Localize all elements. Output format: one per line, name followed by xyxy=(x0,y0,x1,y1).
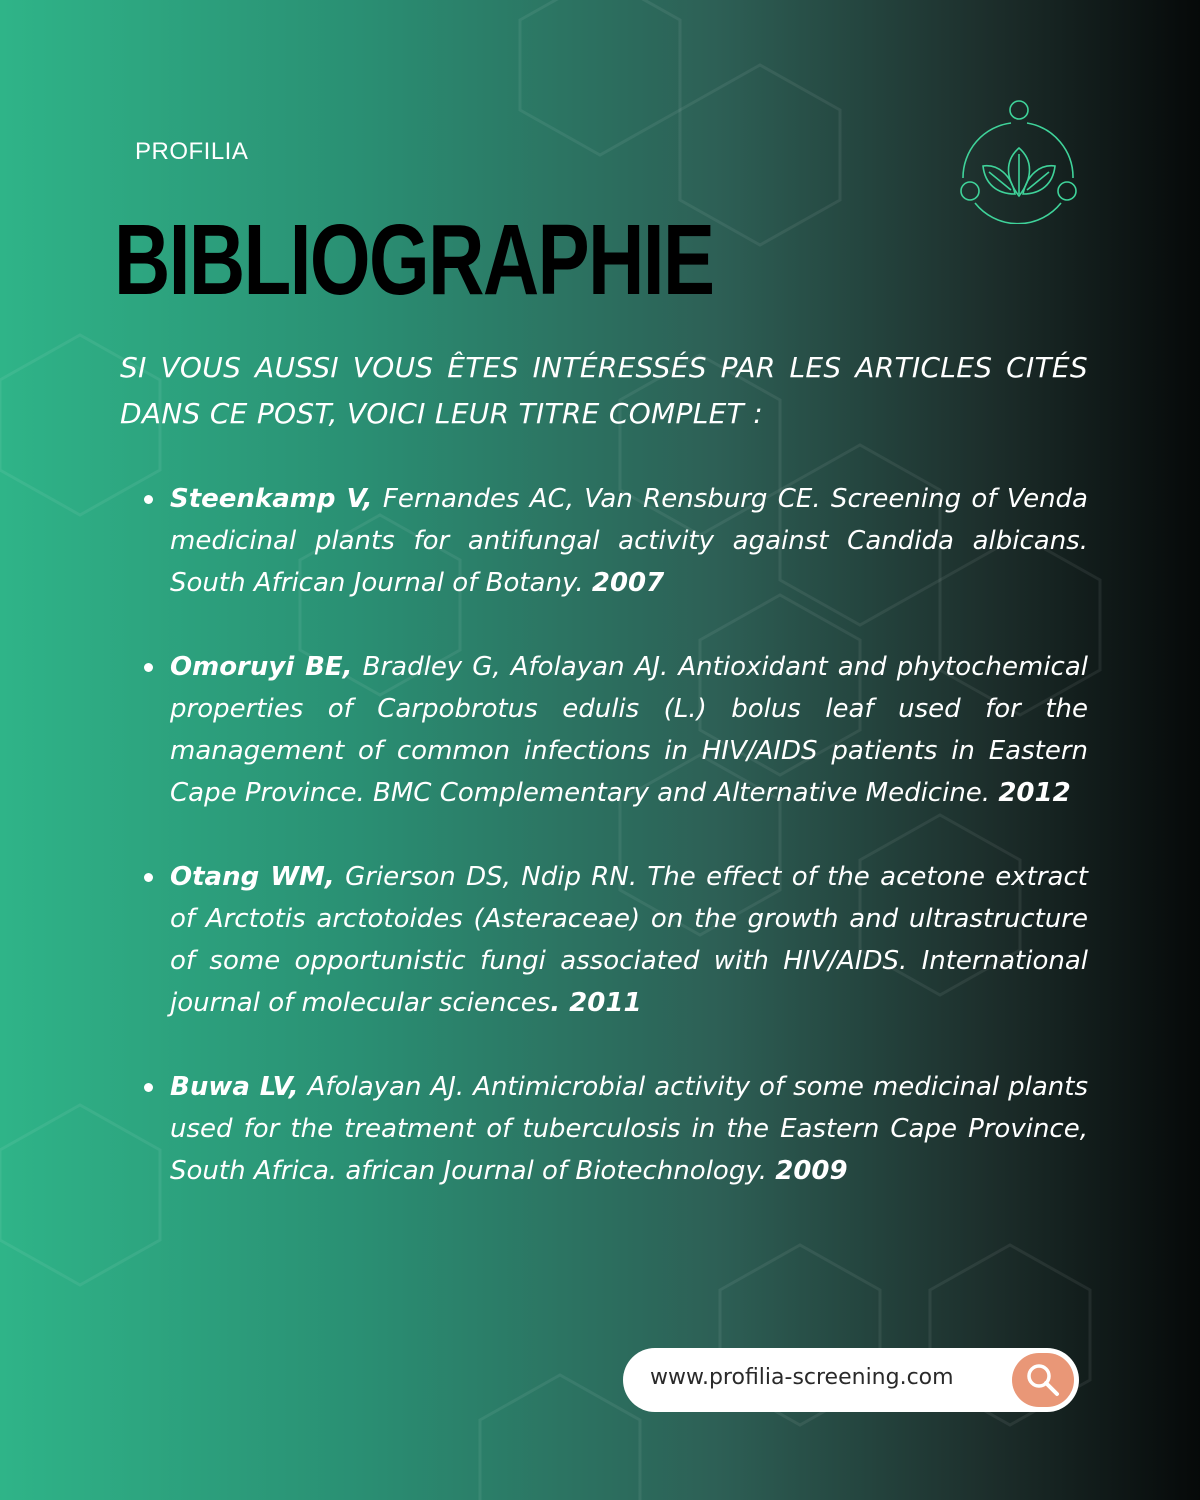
search-icon xyxy=(1024,1361,1062,1399)
search-button[interactable] xyxy=(1012,1353,1074,1407)
reference-author: Buwa LV, xyxy=(170,1072,299,1102)
website-url[interactable]: www.profilia-screening.com xyxy=(650,1365,954,1390)
reference-author: Steenkamp V, xyxy=(170,484,373,514)
page-title: BIBLIOGRAPHIE xyxy=(114,204,714,316)
reference-item xyxy=(170,478,1088,604)
reference-text: Fernandes AC, Van Rensburg CE. Screening of Venda medicinal plants for antifungal activity against Candida albicans. South African Journal of Botany. xyxy=(170,484,1088,598)
reference-year: 2009 xyxy=(775,1156,848,1186)
reference-item xyxy=(170,646,1088,814)
reference-text: Bradley G, Afolayan AJ. Antioxidant and phytochemical properties of Carpobrotus edulis (L.) bolus leaf used for the management of common infections in HIV/AIDS patients in Eastern Cape Province. BMC Complementary and Alternative Medicine. xyxy=(170,652,1088,808)
reference-year: 2012 xyxy=(998,778,1071,808)
brand-name: PROFILIA xyxy=(135,138,249,165)
reference-text: Afolayan AJ. Antimicrobial activity of some medicinal plants used for the treatment of tuberculosis in the Eastern Cape Province, South Africa. african Journal of Biotechnology. xyxy=(170,1072,1088,1186)
reference-year: . 2011 xyxy=(550,988,642,1018)
reference-year: 2007 xyxy=(591,568,665,598)
reference-item xyxy=(170,1066,1088,1192)
leaf-logo-icon xyxy=(955,98,1081,224)
website-search-bar[interactable] xyxy=(623,1348,1079,1412)
reference-list xyxy=(170,478,1088,1192)
reference-author: Omoruyi BE, xyxy=(170,652,353,682)
intro-text: SI VOUS AUSSI VOUS ÊTES INTÉRESSÉS PAR LES ARTICLES CITÉS DANS CE POST, VOICI LEUR TITRE COMPLET : xyxy=(120,351,1088,430)
reference-item xyxy=(170,856,1088,1024)
reference-text: Grierson DS, Ndip RN. The effect of the acetone extract of Arctotis arctotoides (Asteraceae) on the growth and ultrastructure of some opportunistic fungi associated with HIV/AIDS. International journal of molecular sciences xyxy=(170,862,1088,1018)
reference-author: Otang WM, xyxy=(170,862,335,892)
